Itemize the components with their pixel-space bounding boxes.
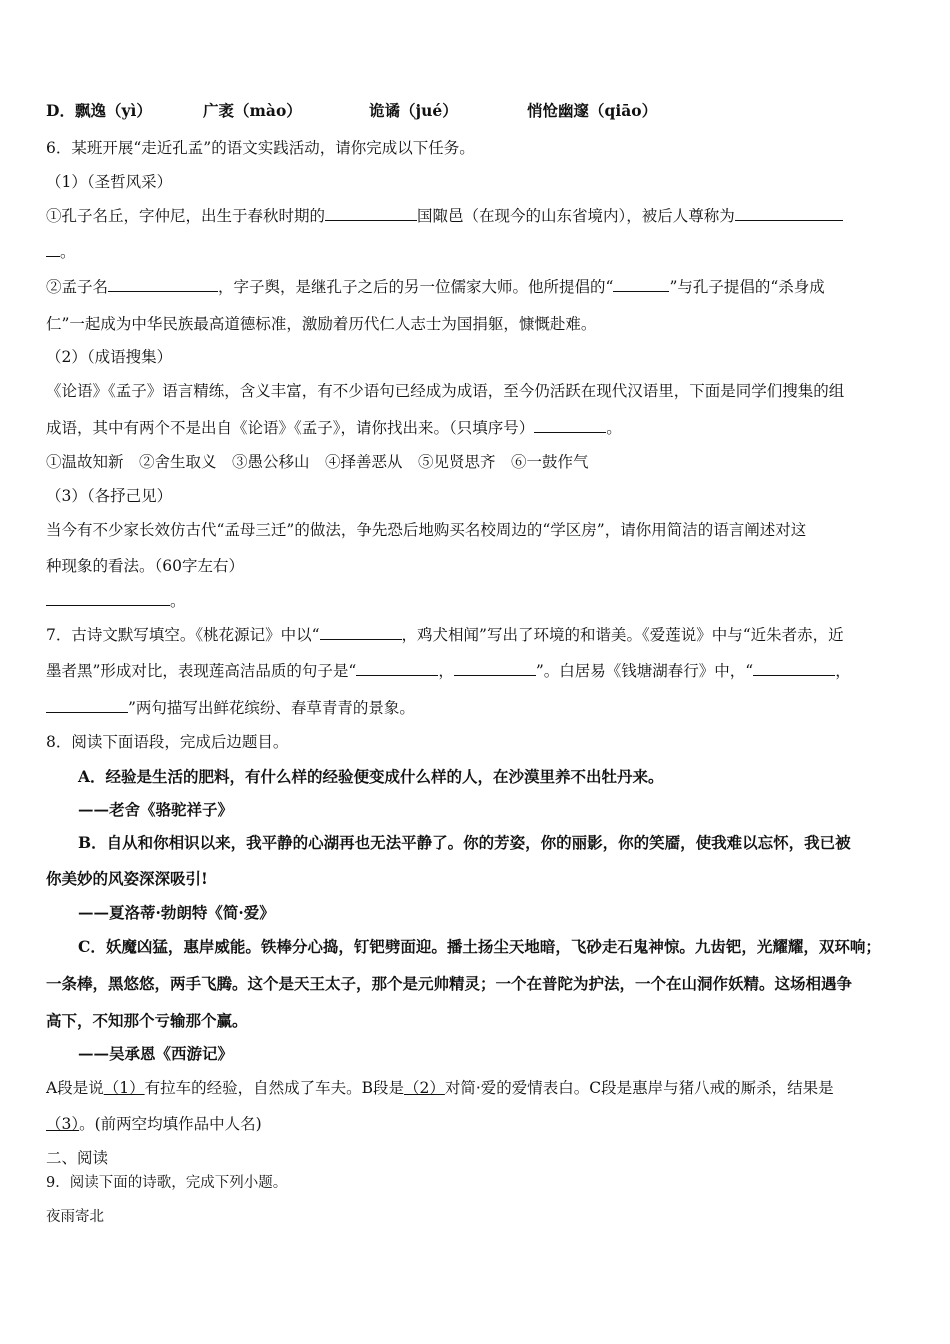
q8-passage-c-line1: C．妖魔凶猛，惠岸威能。铁棒分心捣，钉钯劈面迎。播土扬尘天地暗，飞砂走石鬼神惊。九齿钯，光耀耀，双环响； xyxy=(78,937,881,956)
q6-part2-line2 xyxy=(46,417,910,439)
option-d-item-4: 悄怆幽邃（qiāo） xyxy=(527,101,658,120)
q6-p1-text-a3: 。 xyxy=(60,243,76,261)
q6-part1-title: （1）（圣哲风采） xyxy=(46,173,173,191)
option-d-item-3: 诡谲（jué） xyxy=(369,101,458,120)
option-d-label: D． xyxy=(46,101,75,120)
answer-blank[interactable] xyxy=(735,205,843,221)
q8-source-c: ——吴承恩《西游记》 xyxy=(78,1044,234,1063)
q6-part1-line-b-cont: 仁”一起成为中华民族最高道德标准，激励着历代仁人志士为国捐躯，慷慨赴难。 xyxy=(46,315,597,333)
q6-p1-text-a2: 国陬邑（在现今的山东省境内），被后人尊称为 xyxy=(417,207,735,225)
answer-blank[interactable] xyxy=(46,697,128,713)
q8-passage-b-line2: 你美妙的风姿深深吸引! xyxy=(46,869,208,888)
q6-part1-line-b xyxy=(46,276,910,298)
answer-blank[interactable] xyxy=(753,660,835,676)
answer-blank[interactable] xyxy=(454,660,536,676)
answer-blank[interactable] xyxy=(325,205,417,221)
q6-part3-line2: 种现象的看法。（60字左右） xyxy=(46,557,244,575)
option-d-item-1: 飘逸（yì） xyxy=(74,101,152,120)
q8-passage-a: A．经验是生活的肥料，有什么样的经验便变成什么样的人，在沙漠里养不出牡丹来。 xyxy=(78,767,664,786)
q7-text-2d: ， xyxy=(835,662,851,680)
q8-q-text-c: 对简·爱的爱情表白。C段是惠岸与猪八戒的厮杀，结果是 xyxy=(444,1079,834,1097)
q8-passage-b-line1: B．自从和你相识以来，我平静的心湖再也无法平静了。你的芳姿，你的丽影，你的笑靥，使我难以忘怀，我已被 xyxy=(78,833,851,852)
answer-blank[interactable] xyxy=(613,276,669,292)
q8-passage-c-line3: 高下，不知那个亏输那个赢。 xyxy=(46,1011,248,1030)
answer-blank[interactable] xyxy=(356,660,438,676)
answer-blank-3[interactable]: （3） xyxy=(46,1115,80,1133)
q6-part1-line-a xyxy=(46,205,910,227)
q6-stem: 6．某班开展“走近孔孟”的语文实践活动，请你完成以下任务。 xyxy=(46,139,475,157)
q6-part2-line1: 《论语》《孟子》语言精练，含义丰富，有不少语句已经成为成语，至今仍活跃在现代汉语里，下面是同学们搜集的组 xyxy=(46,382,845,400)
answer-blank[interactable] xyxy=(46,241,60,257)
q6-part3-title: （3）（各抒己见） xyxy=(46,487,173,505)
answer-blank[interactable] xyxy=(46,590,170,606)
q8-question-line1 xyxy=(46,1077,910,1099)
option-d-item-2: 广袤（mào） xyxy=(203,101,302,120)
q6-part2-options: ①温故知新 ②舍生取义 ③愚公移山 ④择善恶从 ⑤见贤思齐 ⑥一鼓作气 xyxy=(46,453,589,471)
q7-line3 xyxy=(46,697,910,719)
q9-stem: 9．阅读下面的诗歌，完成下列小题。 xyxy=(46,1175,288,1191)
q7-text-2a: 墨者黑”形成对比，表现莲高洁品质的句子是“ xyxy=(46,662,357,680)
q6-p1-text-b2: ，字子舆，是继孔子之后的另一位儒家大师。他所提倡的“ xyxy=(218,278,614,296)
poem-title: 夜雨寄北 xyxy=(46,1209,104,1225)
q7-text-1b: ，鸡犬相闻”写出了环境的和谐美。《爱莲说》中与“近朱者赤，近 xyxy=(401,626,844,644)
q8-q-text-a: A段是说 xyxy=(46,1079,104,1097)
answer-blank-2[interactable]: （2） xyxy=(403,1079,445,1097)
q8-stem: 8．阅读下面语段，完成后边题目。 xyxy=(46,733,289,751)
q7-line2 xyxy=(46,660,910,682)
q6-p3-end: 。 xyxy=(170,592,186,610)
answer-blank[interactable] xyxy=(320,624,402,640)
q7-text-2b: ， xyxy=(438,662,454,680)
q6-p2-end: 。 xyxy=(606,419,622,437)
q6-part3-line1: 当今有不少家长效仿古代“孟母三迁”的做法，争先恐后地购买名校周边的“学区房”，请你用简洁的语言阐述对这 xyxy=(46,521,807,539)
q6-p1-text-b3: ”与孔子提倡的“杀身成 xyxy=(669,278,825,296)
q8-question-line2 xyxy=(46,1113,910,1135)
q8-passage-c-line2: 一条棒，黑悠悠，两手飞腾。这个是天王太子，那个是元帅精灵；一个在普陀为护法，一个在山洞作妖精。这场相遇争 xyxy=(46,974,853,993)
q8-source-a: ——老舍《骆驼祥子》 xyxy=(78,800,234,819)
q6-part2-title: （2）（成语搜集） xyxy=(46,348,173,366)
q7-text-1a: 7．古诗文默写填空。《桃花源记》中以“ xyxy=(46,626,320,644)
section-title: 二、阅读 xyxy=(46,1149,109,1167)
q8-q-text-d: 。(前两空均填作品中人名) xyxy=(79,1115,262,1133)
q7-text-3: ”两句描写出鲜花缤纷、春草青青的景象。 xyxy=(128,699,415,717)
q6-p1-text-a1: ①孔子名丘，字仲尼，出生于春秋时期的 xyxy=(46,207,326,225)
option-d-row xyxy=(46,100,910,122)
q7-text-2c: ”。白居易《钱塘湖春行》中，“ xyxy=(535,662,754,680)
q6-p2-text: 成语，其中有两个不是出自《论语》《孟子》，请你找出来。（只填序号） xyxy=(46,419,535,437)
q6-part3-answer xyxy=(46,590,910,612)
answer-blank-1[interactable]: （1） xyxy=(103,1079,145,1097)
answer-blank[interactable] xyxy=(108,276,218,292)
q8-q-text-b: 有拉车的经验，自然成了车夫。B段是 xyxy=(144,1079,404,1097)
q6-p1-text-b1: ②孟子名 xyxy=(46,278,109,296)
q7-line1 xyxy=(46,624,910,646)
q8-source-b: ——夏洛蒂·勃朗特《简·爱》 xyxy=(78,903,275,922)
q6-part1-line-a-cont xyxy=(46,241,910,263)
answer-blank[interactable] xyxy=(534,417,606,433)
